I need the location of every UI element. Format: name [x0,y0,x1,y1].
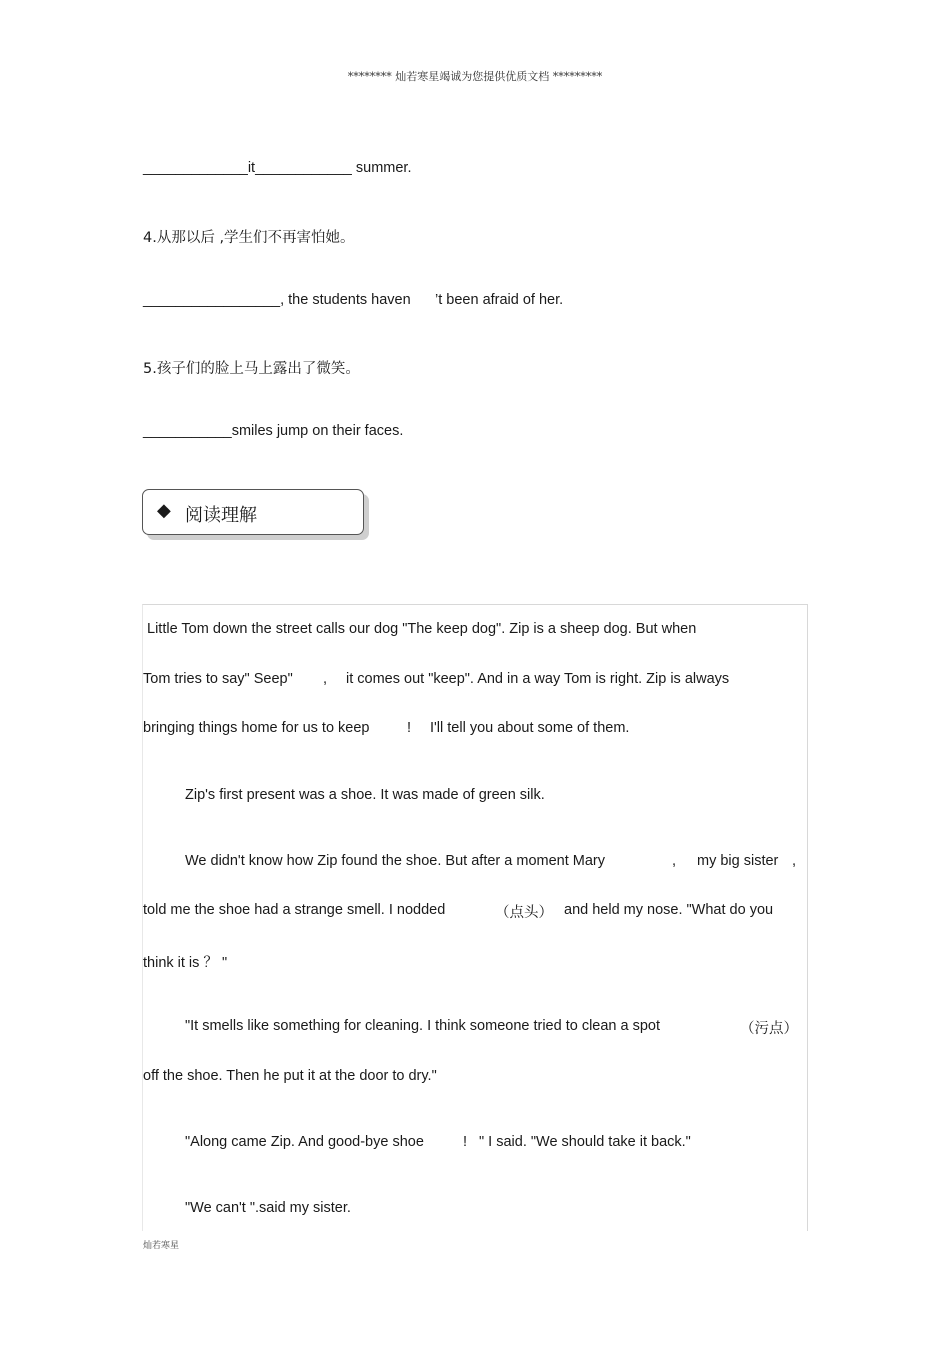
exercise-4-answer-a: _________________, the students haven [143,292,411,308]
passage-line-3a: bringing things home for us to keep [143,720,370,736]
passage-line-5a: We didn't know how Zip found the shoe. But after a moment Mary [185,853,605,869]
passage-line-5c: my big sister [697,853,779,869]
exercise-5-answer-line: ___________smiles jump on their faces. [143,423,404,439]
passage-line-10c: " I said. "We should take it back." [479,1134,691,1150]
passage-line-10a: "Along came Zip. And good-bye shoe [185,1134,424,1150]
diamond-bullet-icon: ◆ [157,500,171,520]
passage-line-2c: it comes out "keep". And in a way Tom is right. Zip is always [346,671,730,687]
passage-line-7: think it is ？ " [143,955,228,971]
passage-line-1: Little Tom down the street calls our dog "The keep dog". Zip is a sheep dog. But when [147,621,697,637]
passage-gloss-nod: （点头） [495,905,553,921]
section-title: 阅读理解 [185,505,257,526]
passage-line-6a: told me the shoe had a strange smell. I nodded [143,902,446,918]
exercise-4-answer-b: ’t been afraid of her. [435,292,564,308]
passage-line-3c: I'll tell you about some of them. [430,720,630,736]
exercise-5-prompt: 5.孩子们的脸上马上露出了微笑。 [143,361,360,377]
passage-line-5b: , [672,853,677,869]
passage-line-9: off the shoe. Then he put it at the door to dry." [143,1068,437,1084]
passage-line-2a: Tom tries to say" Seep" [143,671,293,687]
passage-line-5d: , [792,853,797,869]
passage-line-8a: "It smells like something for cleaning. I think someone tried to clean a spot [185,1018,661,1034]
passage-line-10b: ! [463,1134,468,1150]
exercise-3-answer-line: _____________it____________ summer. [143,160,412,176]
exercise-4-prompt: 4.从那以后 ,学生们不再害怕她。 [143,230,355,246]
page-footer: 灿若寒星 [143,1241,180,1251]
page-header: ******** 灿若寒星竭诚为您提供优质文档 ********* [347,70,603,83]
passage-line-3b: ! [407,720,412,736]
passage-line-11: "We can't ".said my sister. [185,1200,351,1216]
section-heading-box [142,489,364,535]
passage-gloss-spot: （污点） [740,1021,798,1037]
passage-line-6c: and held my nose. "What do you [564,902,774,918]
passage-line-2b: , [323,671,328,687]
passage-line-4: Zip's first present was a shoe. It was made of green silk. [185,787,545,803]
